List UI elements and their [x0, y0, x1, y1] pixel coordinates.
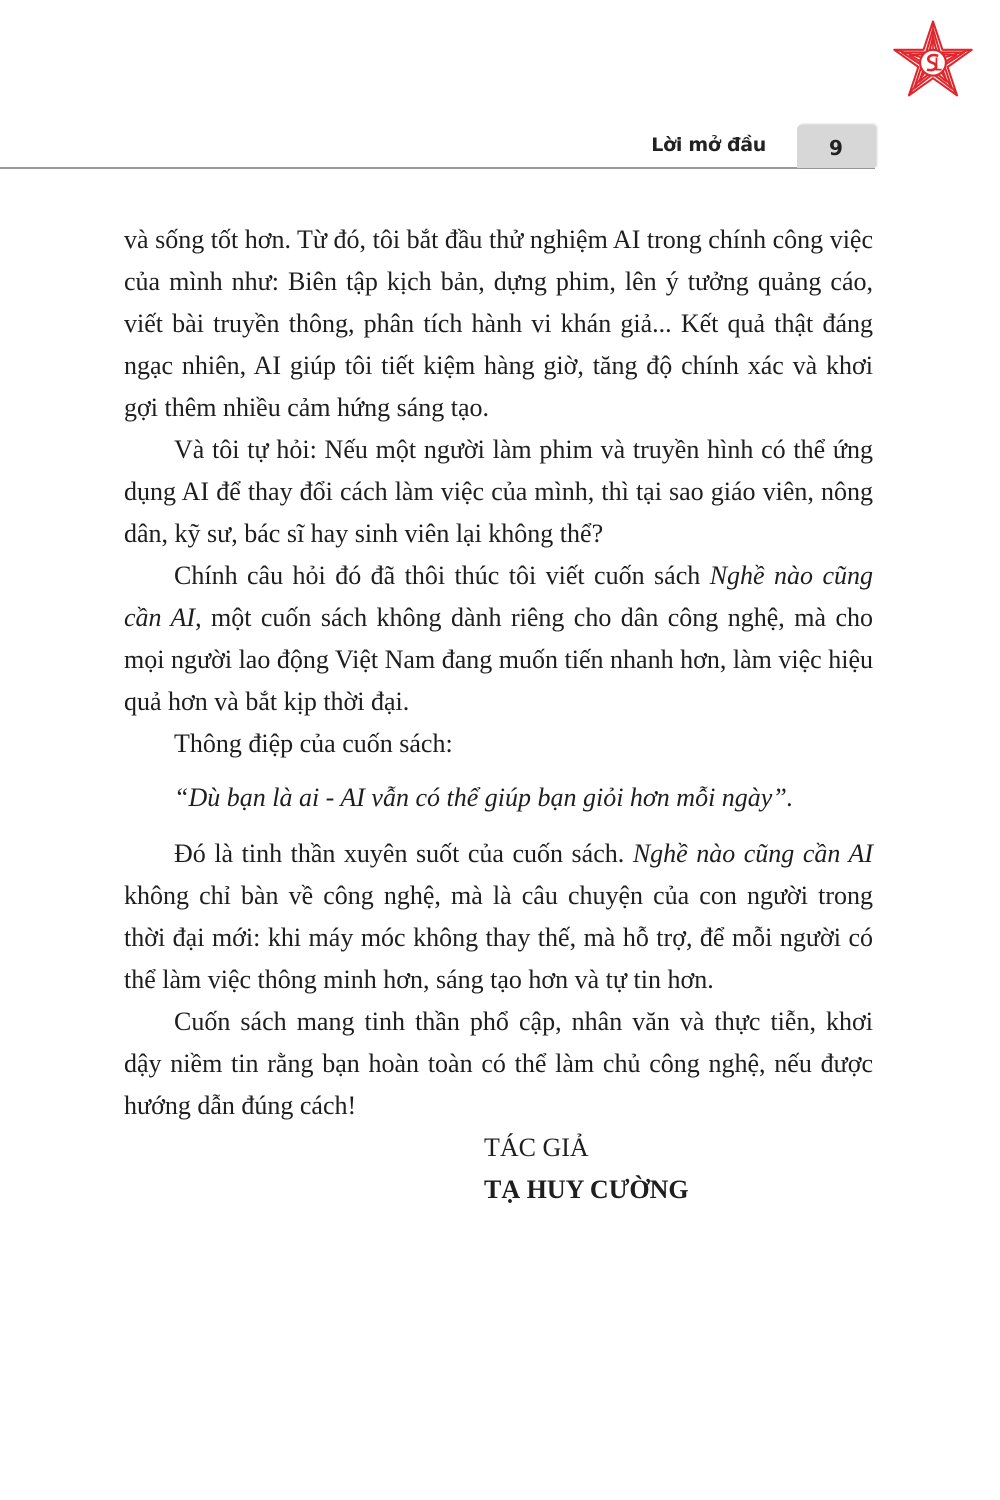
- quote-text: “Dù bạn là ai - AI vẫn có thể giúp bạn giỏi hơn mỗi ngày”.: [174, 783, 794, 812]
- paragraph-6: Cuốn sách mang tinh thần phổ cập, nhân văn và thực tiễn, khơi dậy niềm tin rằng bạn hoàn toàn có thể làm chủ công nghệ, nếu được hướng dẫn đúng cách!: [124, 1007, 873, 1120]
- book-title-italic-2: Nghề nào cũng cần AI: [632, 839, 873, 868]
- page-number: 9: [829, 136, 843, 160]
- paragraph-1: và sống tốt hơn. Từ đó, tôi bắt đầu thử nghiệm AI trong chính công việc của mình như: Biên tập kịch bản, dựng phim, lên ý tưởng quảng cáo, viết bài truyền thông, phân tích hành vi khán giả... Kết quả thật đáng ngạc nhiên, AI giúp tôi tiết kiệm hàng giờ, tăng độ chính xác và khơi gợi thêm nhiều cảm hứng sáng tạo.: [124, 225, 873, 422]
- paragraph-3-end: , một cuốn sách không dành riêng cho dân công nghệ, mà cho mọi người lao động Việt Nam đang muốn tiến nhanh hơn, làm việc hiệu quả hơn và bắt kịp thời đại.: [124, 603, 873, 716]
- publisher-star-logo-icon: [890, 18, 976, 104]
- running-header-title: Lời mở đầu: [651, 134, 766, 156]
- author-label: TÁC GIẢ: [484, 1133, 589, 1162]
- book-message-quote: [124, 777, 873, 819]
- paragraph-3-start: Chính câu hỏi đó đã thôi thúc tôi viết cuốn sách: [174, 561, 710, 590]
- book-title-italic: Nghề nào cũng cần AI: [124, 561, 873, 632]
- paragraph-3: [124, 555, 873, 723]
- page-number-tab: [797, 125, 875, 168]
- header-rule: [0, 167, 875, 169]
- body-text: [124, 219, 873, 1211]
- paragraph-5-start: Đó là tinh thần xuyên suốt của cuốn sách.: [174, 839, 633, 868]
- paragraph-5: [124, 833, 873, 1001]
- author-name: TẠ HUY CƯỜNG: [484, 1175, 689, 1204]
- paragraph-4: Thông điệp của cuốn sách:: [174, 729, 453, 758]
- paragraph-5-end: không chỉ bàn về công nghệ, mà là câu chuyện của con người trong thời đại mới: khi máy móc không thay thế, mà hỗ trợ, để mỗi người có thể làm việc thông minh hơn, sáng tạo hơn và tự tin hơn.: [124, 881, 873, 994]
- paragraph-2: Và tôi tự hỏi: Nếu một người làm phim và truyền hình có thể ứng dụng AI để thay đổi cách làm việc của mình, thì tại sao giáo viên, nông dân, kỹ sư, bác sĩ hay sinh viên lại không thể?: [124, 435, 873, 548]
